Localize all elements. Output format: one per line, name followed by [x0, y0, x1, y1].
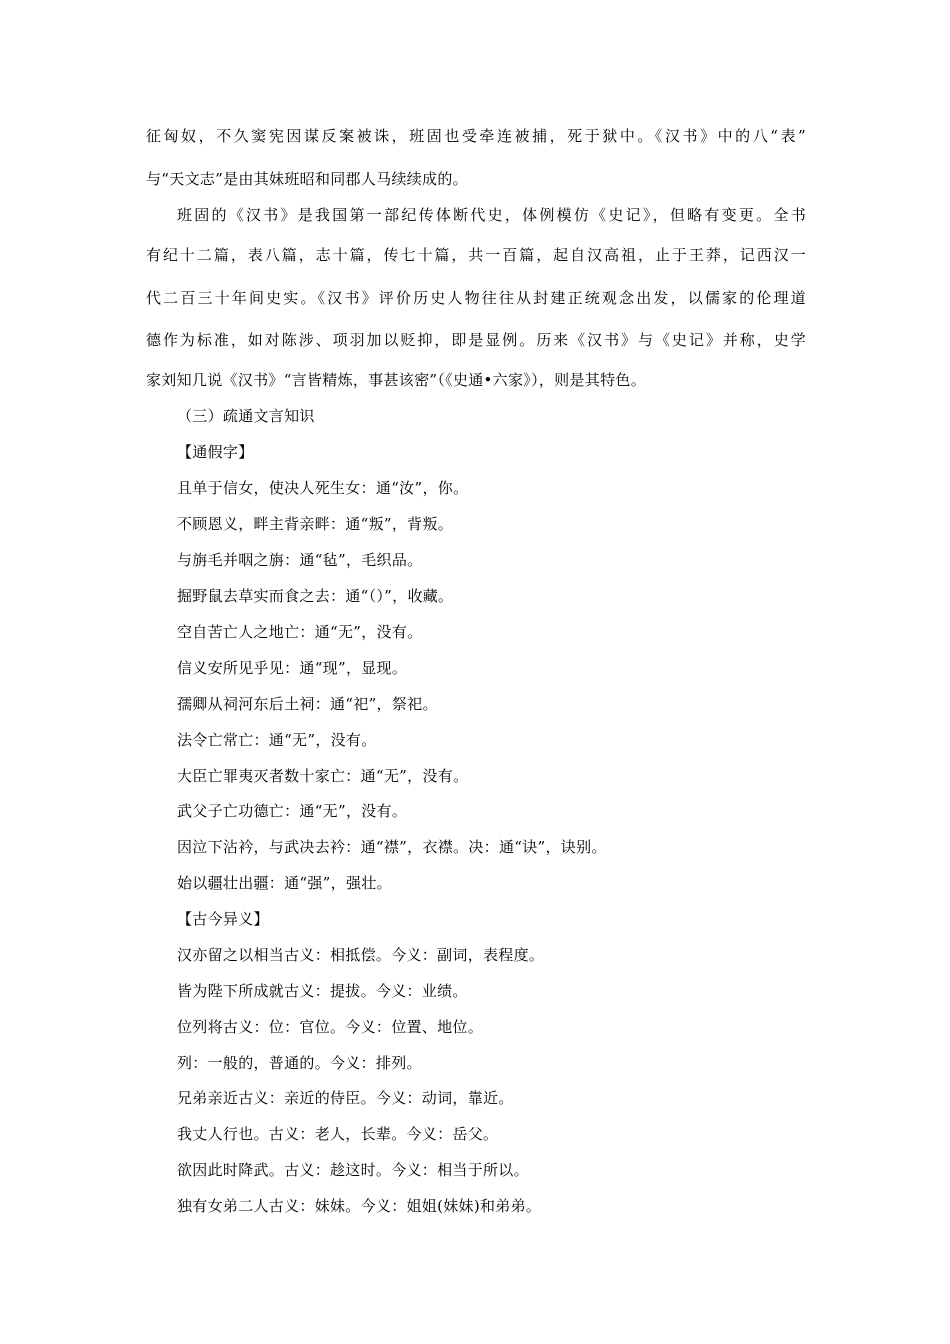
- paragraph-2-line-3: 代二百三十年间史实。《汉书》评价历史人物往往从封建正统观念出发，以儒家的伦理道: [146, 289, 806, 307]
- list-item: 法令亡常亡：通“无”，没有。: [177, 731, 377, 749]
- list-item: 我丈人行也。古义：老人，长辈。今义：岳父。: [177, 1125, 499, 1143]
- list-item: 独有女弟二人古义：妹妹。今义：姐姐(妹妹)和弟弟。: [177, 1197, 542, 1215]
- list-item: 孺卿从祠河东后土祠：通“祀”，祭祀。: [177, 695, 438, 713]
- list-item: 且单于信女，使决人死生女：通“汝”，你。: [177, 479, 469, 497]
- list-item: 因泣下沾衿，与武决去衿：通“襟”，衣襟。决：通“诀”，诀别。: [177, 838, 607, 856]
- list-item: 列：一般的，普通的。今义：排列。: [177, 1054, 422, 1072]
- paragraph-2-line-4: 德作为标准，如对陈涉、项羽加以贬抑，即是显例。历来《汉书》与《史记》并称，史学: [146, 331, 806, 349]
- list-item: 皆为陛下所成就古义：提拔。今义：业绩。: [177, 982, 468, 1000]
- paragraph-1-line-2: 与“天文志”是由其妹班昭和同郡人马续续成的。: [146, 170, 468, 188]
- paragraph-1-line-1: 征匈奴，不久窦宪因谋反案被诛，班固也受牵连被捕，死于狱中。《汉书》中的八“表”: [146, 127, 806, 145]
- list-item: 信义安所见乎见：通“现”，显现。: [177, 659, 408, 677]
- list-item: 位列将古义：位：官位。今义：位置、地位。: [177, 1018, 484, 1036]
- paragraph-2-line-1: 班固的《汉书》是我国第一部纪传体断代史，体例模仿《史记》，但略有变更。全书: [177, 206, 806, 224]
- section-title: （三）疏通文言知识: [177, 407, 315, 425]
- paragraph-2-line-2: 有纪十二篇，表八篇，志十篇，传七十篇，共一百篇，起自汉高祖，止于王莽，记西汉一: [146, 246, 806, 264]
- list-item: 与旃毛并咽之旃：通“毡”，毛织品。: [177, 551, 423, 569]
- list-item: 始以疆壮出疆：通“强”，强壮。: [177, 874, 392, 892]
- list-item: 空自苦亡人之地亡：通“无”，没有。: [177, 623, 423, 641]
- list-item: 兄弟亲近古义：亲近的侍臣。今义：动词，靠近。: [177, 1089, 514, 1107]
- tongjiazi-heading: 【通假字】: [177, 443, 254, 461]
- list-item: 欲因此时降武。古义：趁这时。今义：相当于所以。: [177, 1161, 529, 1179]
- paragraph-2-line-5: 家刘知几说《汉书》“言皆精炼，事甚该密”（《史通•六家》），则是其特色。: [146, 371, 646, 389]
- list-item: 大臣亡罪夷灭者数十家亡：通“无”，没有。: [177, 767, 469, 785]
- list-item: 掘野鼠去草实而食之去：通“（）”，收藏。: [177, 587, 454, 605]
- gujinyiyi-heading: 【古今异义】: [177, 910, 269, 928]
- list-item: 汉亦留之以相当古义：相抵偿。今义：副词，表程度。: [177, 946, 545, 964]
- list-item: 武父子亡功德亡：通“无”，没有。: [177, 802, 408, 820]
- list-item: 不顾恩义，畔主背亲畔：通“叛”，背叛。: [177, 515, 454, 533]
